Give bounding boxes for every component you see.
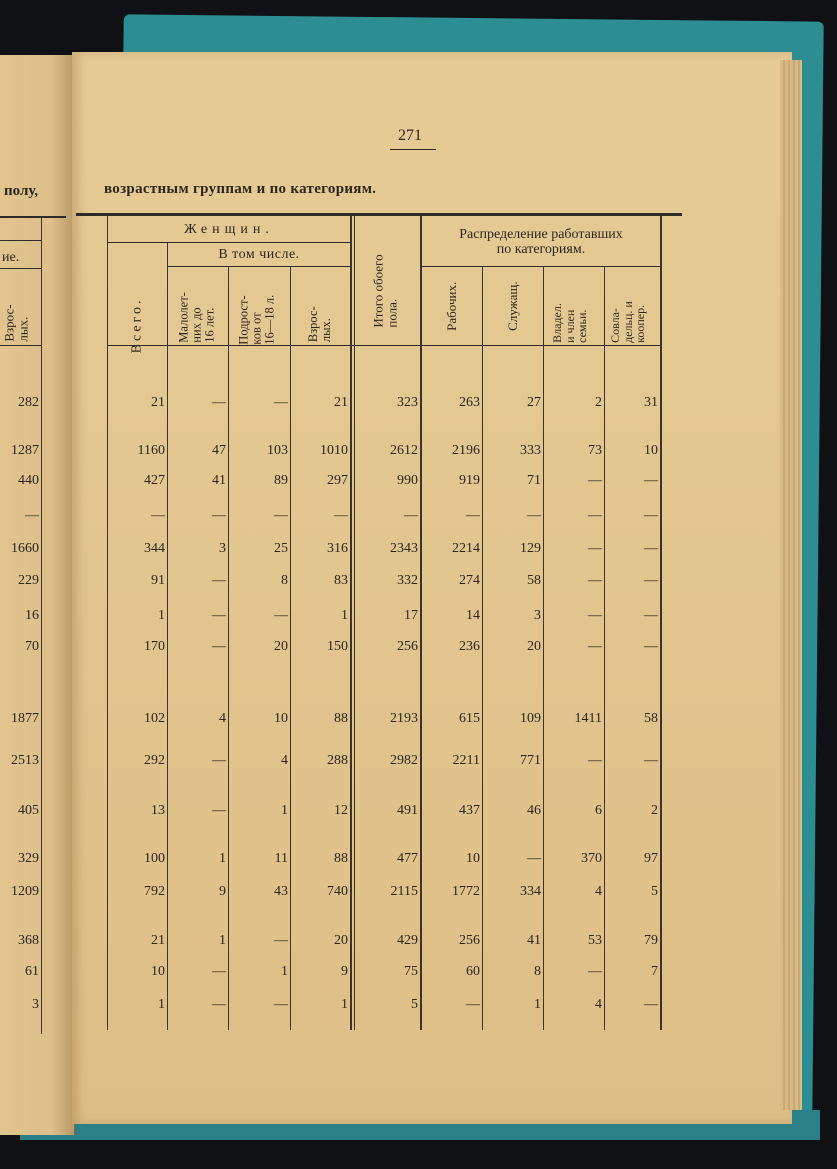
left-page-value-2: 1287 — [11, 443, 39, 458]
left-page-value-8: 70 — [25, 639, 39, 654]
left-page-value-5: 1660 — [11, 541, 39, 556]
table-cell-r15-c3: 1 — [281, 964, 288, 979]
left-rule-3 — [0, 268, 42, 269]
table-cell-r5-c6: 2214 — [452, 541, 480, 556]
table-cell-r5-c4: 316 — [327, 541, 348, 556]
table-cell-r16-c8: 4 — [595, 997, 602, 1012]
col-rule-5 — [420, 216, 422, 1030]
table-cell-r12-c2: 1 — [219, 851, 226, 866]
left-page-value-15: 61 — [25, 964, 39, 979]
table-cell-r2-c4: 1010 — [320, 443, 348, 458]
table-cell-r3-c6: 919 — [459, 473, 480, 488]
table-cell-r14-c6: 256 — [459, 933, 480, 948]
table-heading: возрастным группам и по категориям. — [104, 181, 377, 197]
table-cell-r10-c5: 2982 — [390, 753, 418, 768]
table-cell-r7-c6: 14 — [466, 608, 480, 623]
table-cell-r3-c5: 990 — [397, 473, 418, 488]
header-col-workers: Рабочих. — [444, 281, 460, 331]
table-cell-r3-c3: 89 — [274, 473, 288, 488]
table-cell-r14-c2: 1 — [219, 933, 226, 948]
header-col-owners: Владел. и член семьи. — [550, 303, 590, 343]
table-cell-r4-c6: — — [466, 508, 480, 523]
table-cell-r15-c5: 75 — [404, 964, 418, 979]
women-under-rule — [108, 242, 351, 243]
table-cell-r4-c4: — — [334, 508, 348, 523]
header-col-teens: Подрост- ков от 16—18 л. — [236, 294, 277, 345]
table-cell-r12-c5: 477 — [397, 851, 418, 866]
table-cell-r1-c9: 31 — [644, 395, 658, 410]
left-col-rule — [41, 218, 42, 1034]
table-cell-r4-c8: — — [588, 508, 602, 523]
table-cell-r10-c1: 292 — [144, 753, 165, 768]
table-cell-r12-c9: 97 — [644, 851, 658, 866]
table-cell-r8-c3: 20 — [274, 639, 288, 654]
table-cell-r1-c2: — — [212, 395, 226, 410]
table-cell-r11-c1: 13 — [151, 803, 165, 818]
table-cell-r13-c5: 2115 — [390, 884, 418, 899]
table-cell-r8-c1: 170 — [144, 639, 165, 654]
header-col-total-both: Итого обоего пола. — [370, 254, 399, 328]
left-top-rule — [0, 216, 66, 218]
left-page-value-3: 440 — [18, 473, 39, 488]
table-cell-r3-c2: 41 — [212, 473, 226, 488]
table-cell-r10-c9: — — [644, 753, 658, 768]
table-cell-r7-c2: — — [212, 608, 226, 623]
table-cell-r14-c1: 21 — [151, 933, 165, 948]
col-rule-9 — [660, 216, 662, 1030]
table-cell-r15-c7: 8 — [534, 964, 541, 979]
table-cell-r13-c6: 1772 — [452, 884, 480, 899]
table-cell-r2-c5: 2612 — [390, 443, 418, 458]
table-cell-r16-c6: — — [466, 997, 480, 1012]
table-cell-r9-c7: 109 — [520, 711, 541, 726]
table-cell-r15-c1: 10 — [151, 964, 165, 979]
table-cell-r16-c3: — — [274, 997, 288, 1012]
table-cell-r4-c3: — — [274, 508, 288, 523]
table-cell-r6-c8: — — [588, 573, 602, 588]
page-edges — [780, 60, 802, 1110]
left-page-heading-fragment: полу, — [4, 183, 39, 199]
table-cell-r12-c4: 88 — [334, 851, 348, 866]
header-women: Женщин. — [184, 222, 274, 237]
table-cell-r1-c1: 21 — [151, 395, 165, 410]
table-cell-r13-c1: 792 — [144, 884, 165, 899]
table-cell-r9-c1: 102 — [144, 711, 165, 726]
table-cell-r16-c2: — — [212, 997, 226, 1012]
table-cell-r15-c8: — — [588, 964, 602, 979]
table-cell-r8-c4: 150 — [327, 639, 348, 654]
col-rule-4 — [350, 216, 352, 1030]
table-cell-r3-c8: — — [588, 473, 602, 488]
table-cell-r12-c3: 11 — [274, 851, 288, 866]
left-page-value-1: 282 — [18, 395, 39, 410]
table-cell-r3-c1: 427 — [144, 473, 165, 488]
table-cell-r10-c2: — — [212, 753, 226, 768]
left-page-value-16: 3 — [32, 997, 39, 1012]
table-cell-r15-c9: 7 — [651, 964, 658, 979]
table-cell-r15-c2: — — [212, 964, 226, 979]
table-top-rule — [76, 213, 682, 216]
table-cell-r11-c3: 1 — [281, 803, 288, 818]
table-cell-r4-c5: — — [404, 508, 418, 523]
table-cell-r14-c7: 41 — [527, 933, 541, 948]
table-cell-r11-c2: — — [212, 803, 226, 818]
header-col-total: Всего. — [129, 297, 145, 354]
page-number-underline — [390, 149, 436, 150]
table-cell-r11-c4: 12 — [334, 803, 348, 818]
table-cell-r8-c9: — — [644, 639, 658, 654]
table-cell-r7-c7: 3 — [534, 608, 541, 623]
table-cell-r12-c1: 100 — [144, 851, 165, 866]
table-cell-r2-c2: 47 — [212, 443, 226, 458]
table-cell-r5-c3: 25 — [274, 541, 288, 556]
table-cell-r14-c5: 429 — [397, 933, 418, 948]
table-cell-r11-c5: 491 — [397, 803, 418, 818]
col-rule-0 — [107, 216, 108, 1030]
table-cell-r1-c8: 2 — [595, 395, 602, 410]
table-cell-r5-c1: 344 — [144, 541, 165, 556]
left-rule-4 — [0, 345, 42, 346]
table-cell-r10-c4: 288 — [327, 753, 348, 768]
table-cell-r8-c8: — — [588, 639, 602, 654]
table-cell-r4-c9: — — [644, 508, 658, 523]
table-cell-r9-c6: 615 — [459, 711, 480, 726]
header-col-employees: Служащ. — [505, 281, 521, 331]
table-cell-r4-c1: — — [151, 508, 165, 523]
left-page-value-4: — — [25, 508, 39, 523]
header-distribution: Распределение работавших по категориям. — [459, 227, 623, 258]
table-cell-r12-c7: — — [527, 851, 541, 866]
table-cell-r6-c9: — — [644, 573, 658, 588]
table-cell-r13-c2: 9 — [219, 884, 226, 899]
table-cell-r1-c3: — — [274, 395, 288, 410]
table-cell-r9-c8: 1411 — [574, 711, 602, 726]
table-cell-r5-c8: — — [588, 541, 602, 556]
left-page-value-9: 1877 — [11, 711, 39, 726]
table-cell-r2-c9: 10 — [644, 443, 658, 458]
table-cell-r6-c1: 91 — [151, 573, 165, 588]
left-page-value-13: 1209 — [11, 884, 39, 899]
table-cell-r10-c8: — — [588, 753, 602, 768]
table-cell-r5-c5: 2343 — [390, 541, 418, 556]
table-cell-r13-c9: 5 — [651, 884, 658, 899]
table-cell-r7-c5: 17 — [404, 608, 418, 623]
table-cell-r16-c1: 1 — [158, 997, 165, 1012]
table-cell-r6-c4: 83 — [334, 573, 348, 588]
table-cell-r11-c7: 46 — [527, 803, 541, 818]
table-cell-r4-c7: — — [527, 508, 541, 523]
table-cell-r8-c6: 236 — [459, 639, 480, 654]
table-cell-r6-c3: 8 — [281, 573, 288, 588]
table-cell-r2-c3: 103 — [267, 443, 288, 458]
table-cell-r16-c4: 1 — [341, 997, 348, 1012]
table-cell-r3-c7: 71 — [527, 473, 541, 488]
table-cell-r1-c5: 323 — [397, 395, 418, 410]
left-page-value-6: 229 — [18, 573, 39, 588]
header-incl: В том числе. — [218, 247, 300, 262]
table-cell-r14-c8: 53 — [588, 933, 602, 948]
table-cell-r12-c8: 370 — [581, 851, 602, 866]
table-cell-r5-c9: — — [644, 541, 658, 556]
table-cell-r2-c6: 2196 — [452, 443, 480, 458]
table-cell-r7-c9: — — [644, 608, 658, 623]
table-cell-r13-c8: 4 — [595, 884, 602, 899]
table-cell-r15-c6: 60 — [466, 964, 480, 979]
table-cell-r2-c8: 73 — [588, 443, 602, 458]
table-cell-r9-c5: 2193 — [390, 711, 418, 726]
table-cell-r9-c9: 58 — [644, 711, 658, 726]
table-cell-r16-c7: 1 — [534, 997, 541, 1012]
table-cell-r14-c9: 79 — [644, 933, 658, 948]
header-col-minors: Малолет- них до 16 лет. — [176, 292, 217, 343]
col-rule-4b — [354, 216, 355, 1030]
left-page-value-12: 329 — [18, 851, 39, 866]
left-page-value-10: 2513 — [11, 753, 39, 768]
table-cell-r13-c7: 334 — [520, 884, 541, 899]
table-cell-r8-c2: — — [212, 639, 226, 654]
header-bottom-rule — [108, 345, 660, 346]
table-cell-r6-c5: 332 — [397, 573, 418, 588]
table-cell-r13-c4: 740 — [327, 884, 348, 899]
table-cell-r3-c4: 297 — [327, 473, 348, 488]
table-cell-r8-c5: 256 — [397, 639, 418, 654]
table-cell-r13-c3: 43 — [274, 884, 288, 899]
table-cell-r10-c6: 2211 — [452, 753, 480, 768]
table-cell-r6-c2: — — [212, 573, 226, 588]
table-cell-r4-c2: — — [212, 508, 226, 523]
table-cell-r7-c1: 1 — [158, 608, 165, 623]
header-col-adults: Взрос- лых. — [305, 306, 333, 343]
header-col-coop: Совла- дельц. и коопер. — [608, 301, 648, 343]
table-cell-r6-c7: 58 — [527, 573, 541, 588]
left-page-header-fragment: ие. — [2, 250, 20, 265]
table-cell-r3-c9: — — [644, 473, 658, 488]
table-cell-r10-c7: 771 — [520, 753, 541, 768]
table-cell-r8-c7: 20 — [527, 639, 541, 654]
table-cell-r7-c3: — — [274, 608, 288, 623]
page-number: 271 — [398, 127, 422, 144]
left-page-value-14: 368 — [18, 933, 39, 948]
table-cell-r1-c7: 27 — [527, 395, 541, 410]
table-cell-r16-c9: — — [644, 997, 658, 1012]
left-page-column-header: Взрос- лых. — [1, 304, 30, 342]
table-cell-r9-c2: 4 — [219, 711, 226, 726]
table-cell-r14-c3: — — [274, 933, 288, 948]
table-cell-r9-c4: 88 — [334, 711, 348, 726]
table-cell-r5-c2: 3 — [219, 541, 226, 556]
table-cell-r5-c7: 129 — [520, 541, 541, 556]
table-cell-r1-c6: 263 — [459, 395, 480, 410]
table-cell-r9-c3: 10 — [274, 711, 288, 726]
table-cell-r6-c6: 274 — [459, 573, 480, 588]
table-cell-r1-c4: 21 — [334, 395, 348, 410]
table-cell-r16-c5: 5 — [411, 997, 418, 1012]
col-rule-1 — [167, 243, 168, 1030]
table-cell-r15-c4: 9 — [341, 964, 348, 979]
left-page-value-7: 16 — [25, 608, 39, 623]
table-cell-r12-c6: 10 — [466, 851, 480, 866]
table-cell-r2-c1: 1160 — [137, 443, 165, 458]
left-page-value-11: 405 — [18, 803, 39, 818]
table-cell-r2-c7: 333 — [520, 443, 541, 458]
table-cell-r7-c4: 1 — [341, 608, 348, 623]
table-cell-r14-c4: 20 — [334, 933, 348, 948]
table-cell-r11-c8: 6 — [595, 803, 602, 818]
table-cell-r7-c8: — — [588, 608, 602, 623]
table-cell-r10-c3: 4 — [281, 753, 288, 768]
table-cell-r11-c9: 2 — [651, 803, 658, 818]
left-rule-2 — [0, 240, 42, 241]
table-cell-r11-c6: 437 — [459, 803, 480, 818]
